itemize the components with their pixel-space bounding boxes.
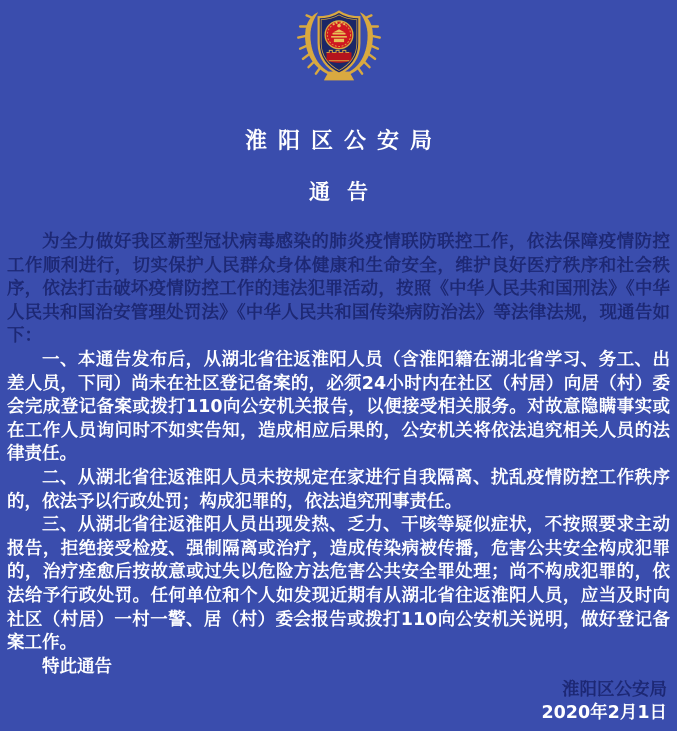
signature-agency: 淮阳区公安局 <box>562 680 667 701</box>
item-2-paragraph: 二、从湖北省往返淮阳人员未按规定在家进行自我隔离、扰乱疫情防控工作秩序的，依法予以行政处罚；构成犯罪的，依法追究刑事责任。 <box>7 467 670 512</box>
closing-line: 特此通告 <box>42 656 112 677</box>
notice-body <box>0 231 677 679</box>
signature-date: 2020年2月1日 <box>541 703 667 724</box>
signature-block <box>0 679 677 731</box>
intro-paragraph: 为全力做好我区新型冠状病毒感染的肺炎疫情联防联控工作，依法保障疫情防控工作顺利进行，切实保护人民群众身体健康和生命安全，维护良好医疗秩序和社会秩序，依法打击破坏疫情防控工作的违法犯罪活动，按照《中华人民共和国刑法》《中华人民共和国治安管理处罚法》《中华人民共和国传染病防治法》等法律法规，现通告如下： <box>7 232 670 347</box>
item-1-paragraph: 一、本通告发布后，从湖北省往返淮阳人员（含淮阳籍在湖北省学习、务工、出差人员，下同）尚未在社区登记备案的，必须24小时内在社区（村居）向居（村）委会完成登记备案或拨打110向公安机关报告，以便接受相关服务。对故意隐瞒事实或在工作人员询问时不如实告知，造成相应后果的，公安机关将依法追究相关人员的法律责任。 <box>7 349 670 465</box>
notice-title: 通告 <box>309 180 385 204</box>
badge-container <box>0 0 677 82</box>
police-badge-icon <box>292 8 386 82</box>
agency-title: 淮阳区公安局 <box>244 129 443 154</box>
item-3-paragraph: 三、从湖北省往返淮阳人员出现发热、乏力、干咳等疑似症状，不按照要求主动报告，拒绝接受检疫、强制隔离或治疗，造成传染病被传播，危害公共安全构成犯罪的，治疗痊愈后按故意或过失以危险方法危害公共安全罪处理；尚不构成犯罪的，依法给予行政处罚。任何单位和个人如发现近期有从湖北省往返淮阳人员，应当及时向社区（村居）一村一警、居（村）委会报告或拨打110向公安机关说明，做好登记备案工作。 <box>7 515 670 654</box>
